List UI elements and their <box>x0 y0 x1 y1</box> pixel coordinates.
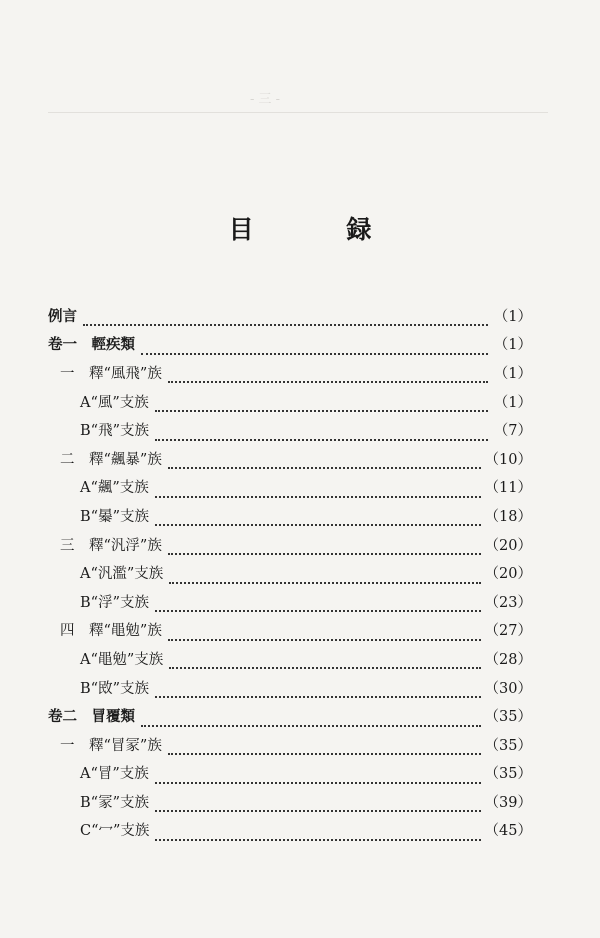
toc-entry <box>48 730 532 759</box>
toc-entry-label: 一 釋“風飛”族 <box>60 365 162 382</box>
toc-leader-dots <box>168 739 481 755</box>
toc-leader-dots <box>168 625 481 641</box>
toc-leader-dots <box>155 425 488 441</box>
toc-entry-page: （39） <box>484 794 532 811</box>
toc-entry-label: 三 釋“汎浮”族 <box>60 537 162 554</box>
toc-entry <box>48 587 532 616</box>
toc-entry-page: （10） <box>484 451 532 468</box>
toc-entry <box>48 644 532 673</box>
toc-leader-dots <box>169 568 480 584</box>
toc-entry-label: B“冡”支族 <box>80 794 149 811</box>
toc-entry-page: （1） <box>493 365 532 382</box>
toc-entry <box>48 616 532 645</box>
show-through-rule <box>48 112 548 113</box>
toc-entry-label: 一 釋“冒冡”族 <box>60 737 162 754</box>
toc-entry-label: 卷一 輕疾類 <box>48 336 135 354</box>
toc-entry-page: （1） <box>493 394 532 411</box>
toc-leader-dots <box>168 539 481 555</box>
toc-entry-label: A“黽勉”支族 <box>80 651 164 668</box>
toc-entry <box>48 701 532 730</box>
toc-entry-label: C“冖”支族 <box>80 823 150 840</box>
toc-entry <box>48 358 532 387</box>
toc-entry-page: （11） <box>484 480 532 497</box>
toc-entry-page: （35） <box>484 709 532 726</box>
toc-leader-dots <box>168 453 481 469</box>
toc-leader-dots <box>169 653 480 669</box>
toc-entry-page: （20） <box>484 537 532 554</box>
toc-entry <box>48 473 532 502</box>
toc-entry-page: （45） <box>484 823 532 840</box>
toc-leader-dots <box>155 825 480 841</box>
toc-entry-page: （35） <box>484 737 532 754</box>
toc-entry <box>48 330 532 359</box>
toc-entry-page: （23） <box>484 594 532 611</box>
toc-leader-dots <box>155 396 488 412</box>
toc-leader-dots <box>155 596 481 612</box>
toc-entry <box>48 301 532 330</box>
toc-entry <box>48 787 532 816</box>
toc-leader-dots <box>155 510 481 526</box>
show-through-header: - 三 - <box>250 92 281 107</box>
toc-entry-label: A“汎濫”支族 <box>80 566 164 583</box>
toc-entry <box>48 673 532 702</box>
toc-entry-label: B“㬥”支族 <box>80 508 149 525</box>
toc-leader-dots <box>155 796 481 812</box>
toc-entry-page: （1） <box>493 308 532 325</box>
toc-entry <box>48 415 532 444</box>
toc-entry-label: 卷二 冒覆類 <box>48 708 135 726</box>
toc-entry-label: B“飛”支族 <box>80 423 149 440</box>
toc-entry-page: （30） <box>484 680 532 697</box>
toc-entry-label: B“浮”支族 <box>80 594 149 611</box>
toc-entry-page: （1） <box>493 337 532 354</box>
toc-entry-label: A“冒”支族 <box>80 766 149 783</box>
toc-entry <box>48 444 532 473</box>
table-of-contents <box>48 301 532 844</box>
toc-entry <box>48 501 532 530</box>
toc-entry <box>48 387 532 416</box>
toc-leader-dots <box>155 768 481 784</box>
toc-leader-dots <box>83 310 488 326</box>
toc-leader-dots <box>141 339 488 355</box>
toc-entry-label: 例言 <box>48 307 77 325</box>
toc-entry-label: A“飆”支族 <box>80 480 149 497</box>
toc-entry <box>48 558 532 587</box>
toc-entry-page: （18） <box>484 508 532 525</box>
toc-entry-label: 四 釋“黽勉”族 <box>60 623 162 640</box>
page-title: 目 録 <box>228 215 414 244</box>
toc-leader-dots <box>155 482 481 498</box>
toc-entry-page: （20） <box>484 566 532 583</box>
toc-entry-page: （7） <box>493 423 532 440</box>
toc-entry <box>48 530 532 559</box>
toc-entry-label: B“敃”支族 <box>80 680 149 697</box>
toc-entry-label: A“風”支族 <box>80 394 149 411</box>
toc-entry-page: （28） <box>484 651 532 668</box>
toc-entry-page: （35） <box>484 766 532 783</box>
toc-entry-label: 二 釋“飆暴”族 <box>60 451 162 468</box>
toc-leader-dots <box>155 682 481 698</box>
toc-leader-dots <box>168 367 488 383</box>
toc-leader-dots <box>141 711 481 727</box>
toc-entry <box>48 759 532 788</box>
toc-entry <box>48 816 532 845</box>
toc-entry-page: （27） <box>484 623 532 640</box>
